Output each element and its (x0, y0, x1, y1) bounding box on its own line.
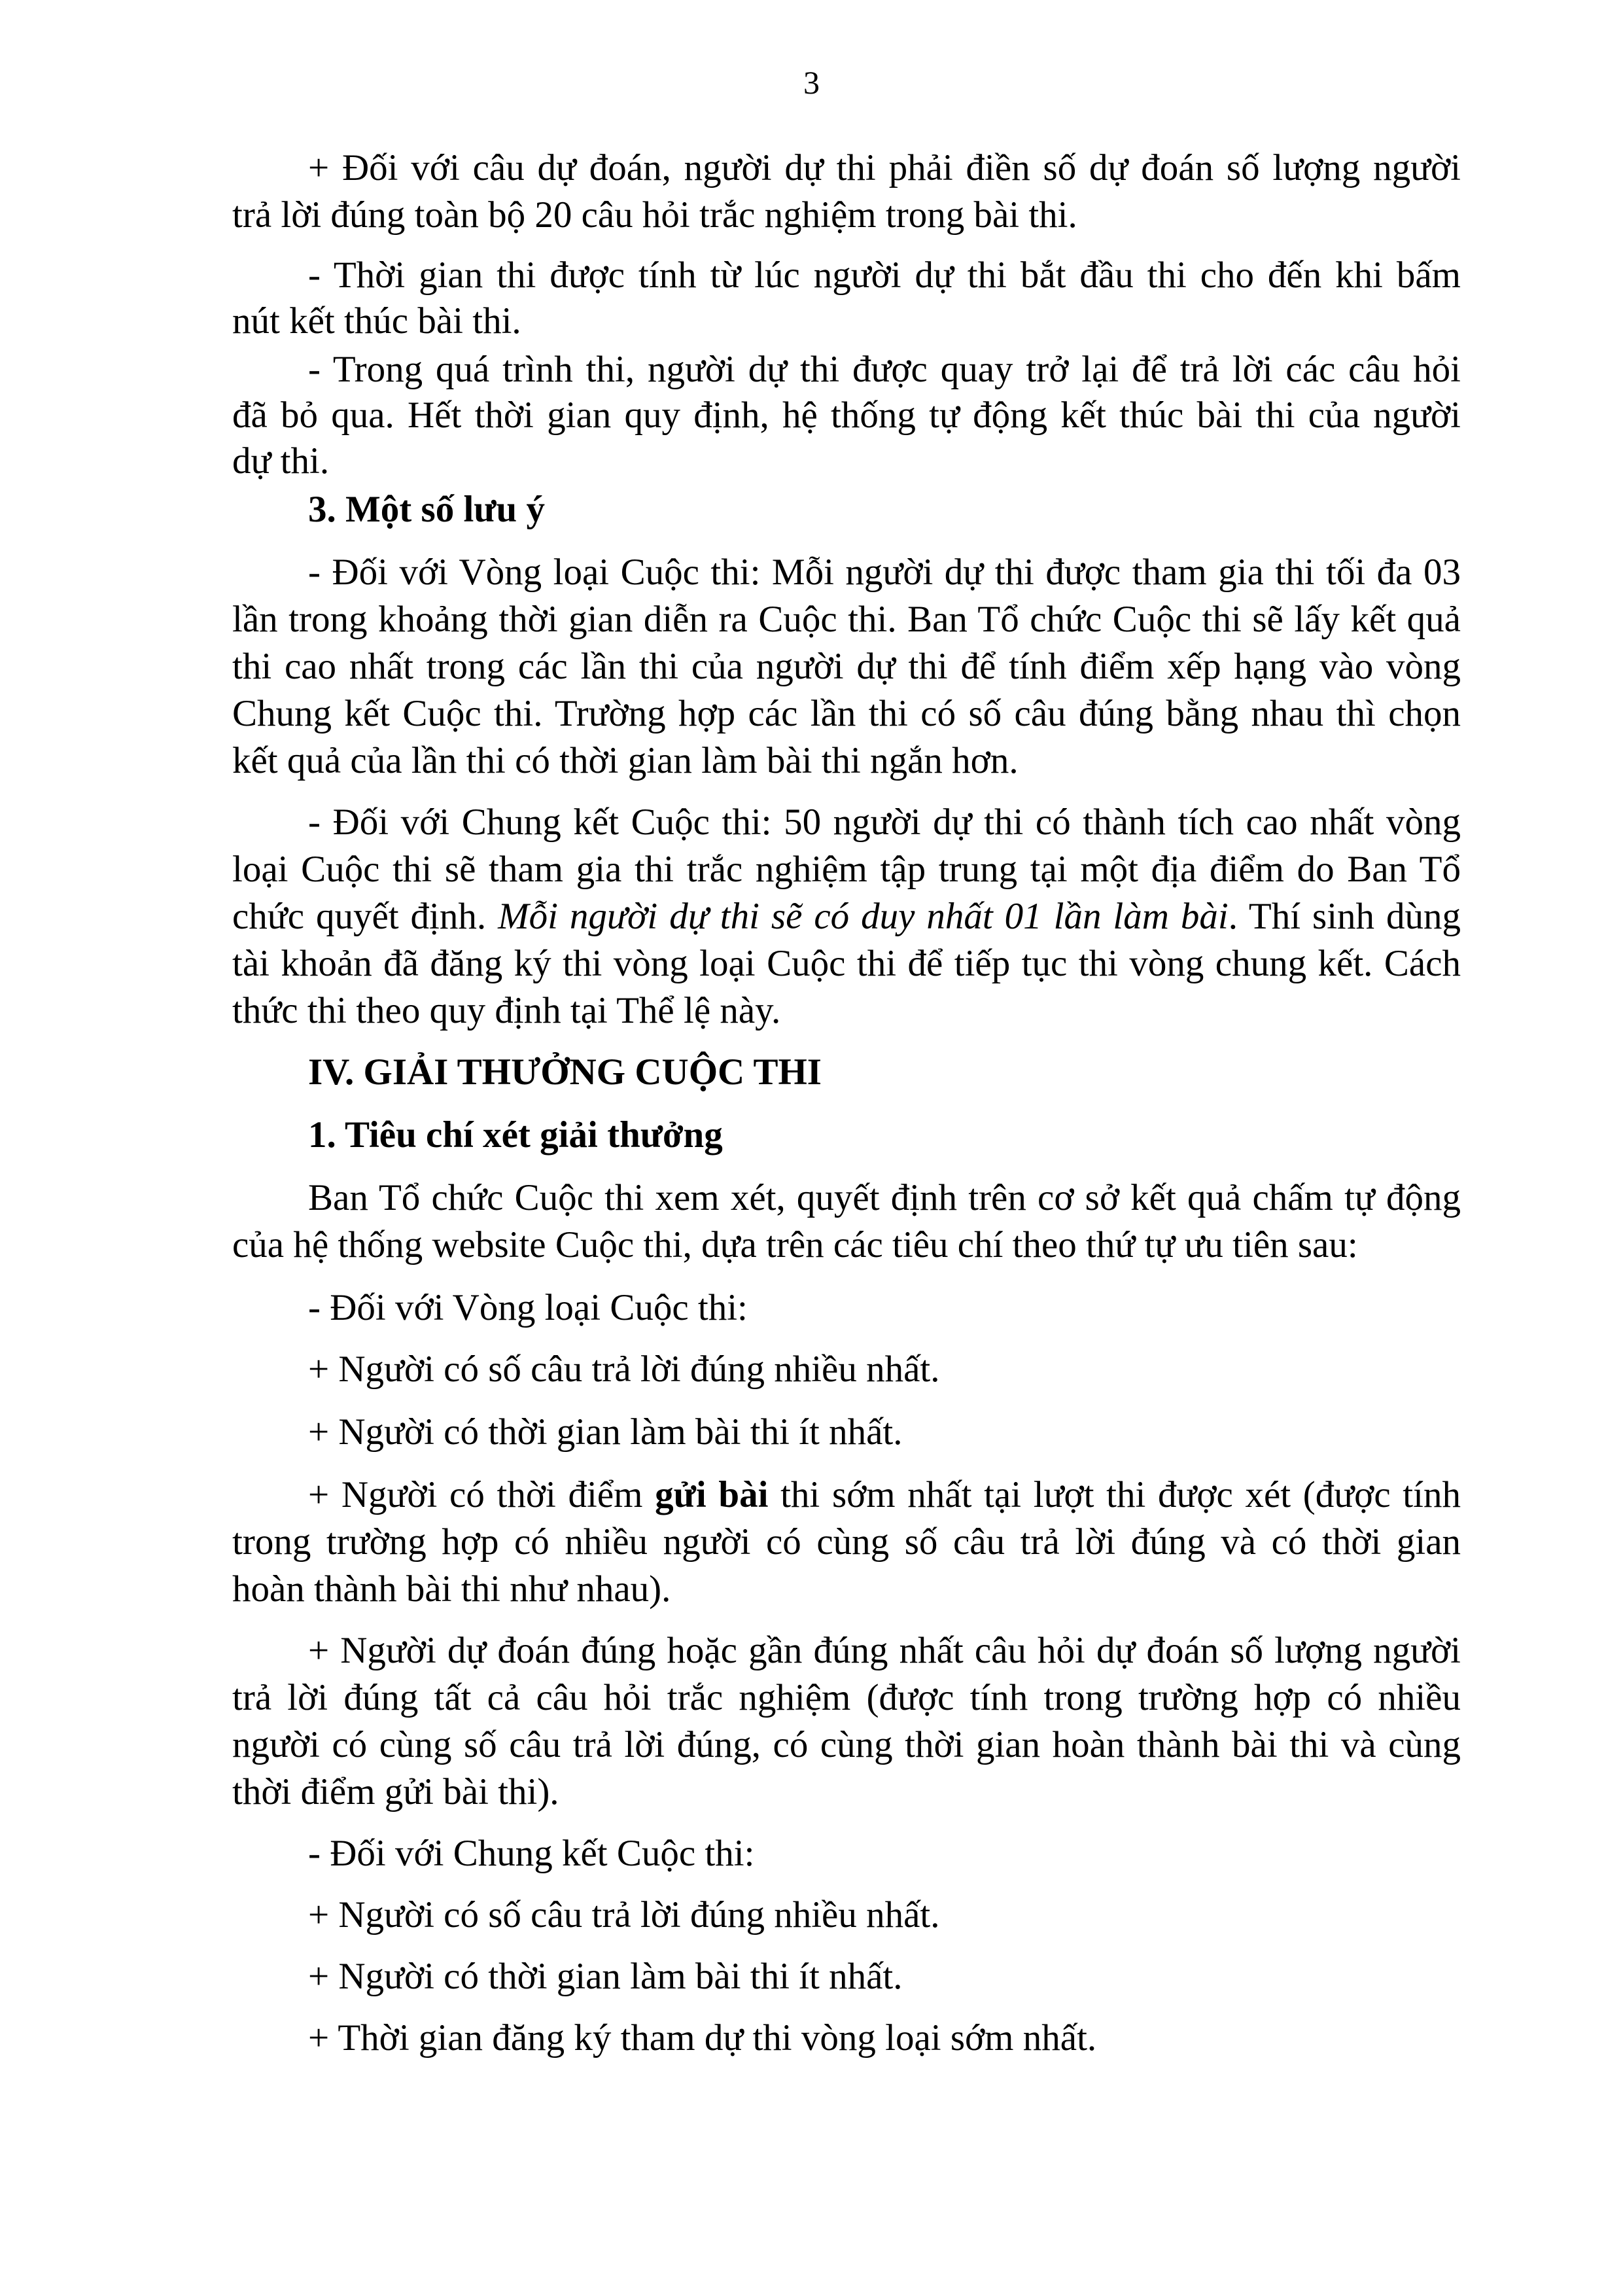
text-span: chức quyết định. (232, 896, 498, 937)
text-line: thức thi theo quy định tại Thể lệ này. (232, 990, 781, 1031)
text-line: lần trong khoảng thời gian diễn ra Cuộc thi. Ban Tổ chức Cuộc thi sẽ lấy kết quả (232, 599, 1461, 640)
text-line: thời điểm gửi bài thi). (232, 1771, 559, 1812)
text-line: trong trường hợp có nhiều người có cùng số câu trả lời đúng và có thời gian (232, 1521, 1461, 1563)
list-item: + Người có thời gian làm bài thi ít nhất. (308, 1956, 903, 1997)
text-line: tài khoản đã đăng ký thi vòng loại Cuộc thi để tiếp tục thi vòng chung kết. Cách (232, 943, 1461, 984)
page-number: 3 (803, 64, 820, 101)
text-line: - Đối với Vòng loại Cuộc thi: Mỗi người dự thi được tham gia thi tối đa 03 (308, 552, 1461, 593)
list-item: + Thời gian đăng ký tham dự thi vòng loại sớm nhất. (308, 2017, 1097, 2058)
text-line: + Người dự đoán đúng hoặc gần đúng nhất câu hỏi dự đoán số lượng người (308, 1630, 1461, 1671)
text-span: thi sớm nhất tại lượt thi được xét (được tính (768, 1474, 1461, 1515)
text-line: hoàn thành bài thi như nhau). (232, 1568, 671, 1610)
text-line: thi cao nhất trong các lần thi của người dự thi để tính điểm xếp hạng vào vòng (232, 646, 1461, 687)
section-heading-awards: IV. GIẢI THƯỞNG CUỘC THI (308, 1051, 822, 1093)
subsection-heading-criteria: 1. Tiêu chí xét giải thưởng (308, 1114, 723, 1156)
text-line: - Đối với Chung kết Cuộc thi: 50 người dự thi có thành tích cao nhất vòng (308, 802, 1461, 843)
text-line: - Thời gian thi được tính từ lúc người dự thi bắt đầu thi cho đến khi bấm (308, 255, 1461, 296)
text-line: của hệ thống website Cuộc thi, dựa trên các tiêu chí theo thứ tự ưu tiên sau: (232, 1224, 1358, 1265)
list-heading-final: - Đối với Chung kết Cuộc thi: (308, 1833, 755, 1874)
text-line: Ban Tổ chức Cuộc thi xem xét, quyết định trên cơ sở kết quả chấm tự động (308, 1177, 1461, 1218)
text-line: nút kết thúc bài thi. (232, 300, 521, 342)
text-line: loại Cuộc thi sẽ tham gia thi trắc nghiệm tập trung tại một địa điểm do Ban Tổ (232, 849, 1461, 890)
text-line: - Trong quá trình thi, người dự thi được quay trở lại để trả lời các câu hỏi (308, 349, 1461, 390)
text-line: đã bỏ qua. Hết thời gian quy định, hệ thống tự động kết thúc bài thi của người (232, 395, 1461, 436)
text-span: . Thí sinh dùng (1228, 896, 1461, 937)
list-heading-qualifying: - Đối với Vòng loại Cuộc thi: (308, 1287, 748, 1328)
list-item: + Người có số câu trả lời đúng nhiều nhất. (308, 1349, 940, 1390)
text-line: người có cùng số câu trả lời đúng, có cùng thời gian hoàn thành bài thi và cùng (232, 1724, 1461, 1765)
text-line: trả lời đúng toàn bộ 20 câu hỏi trắc nghiệm trong bài thi. (232, 194, 1077, 236)
list-item: + Người có số câu trả lời đúng nhiều nhất. (308, 1894, 940, 1935)
list-item: + Người có thời gian làm bài thi ít nhất. (308, 1411, 903, 1453)
section-heading-notes: 3. Một số lưu ý (308, 489, 545, 530)
text-line: + Đối với câu dự đoán, người dự thi phải điền số dự đoán số lượng người (308, 147, 1461, 188)
text-span: + Người có thời điểm (308, 1474, 655, 1515)
text-line (308, 1472, 1461, 1518)
bold-emphasis: gửi bài (655, 1474, 769, 1515)
italic-emphasis: Mỗi người dự thi sẽ có duy nhất 01 lần làm bài (498, 896, 1229, 937)
text-line: Chung kết Cuộc thi. Trường hợp các lần thi có số câu đúng bằng nhau thì chọn (232, 693, 1461, 734)
text-line: trả lời đúng tất cả câu hỏi trắc nghiệm (được tính trong trường hợp có nhiều (232, 1677, 1461, 1718)
text-line: kết quả của lần thi có thời gian làm bài thi ngắn hơn. (232, 740, 1019, 781)
text-line: dự thi. (232, 440, 330, 482)
text-line (232, 894, 1461, 940)
